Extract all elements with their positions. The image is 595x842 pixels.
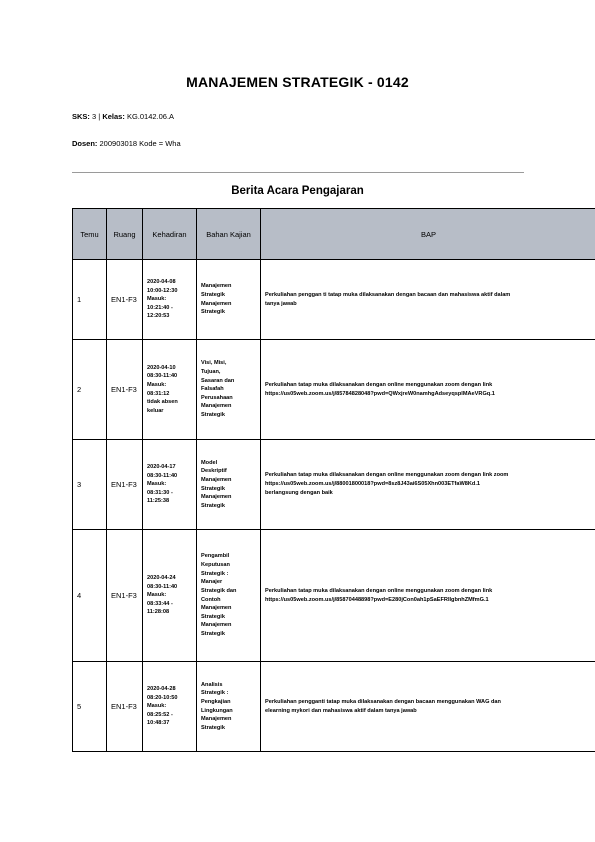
bahan-line: Keputusan <box>201 561 230 568</box>
bahan-line: Strategik <box>201 291 225 298</box>
meta-separator: | <box>98 112 101 121</box>
bahan-line: Strategik <box>201 613 225 620</box>
dosen-value: 200903018 Kode = Wha <box>99 139 181 148</box>
cell-bahan-kajian <box>197 260 261 340</box>
cell-kehadiran <box>143 260 197 340</box>
bahan-line: Pengkajian <box>201 698 231 705</box>
cell-bap <box>261 440 595 530</box>
cell-bap <box>261 260 595 340</box>
kehadiran-line: 11:25:38 <box>147 498 170 505</box>
bahan-line: Manajemen <box>201 403 232 410</box>
bap-line: Perkuliahan penggan ti tatap muka dilaksanakan dengan bacaan dan mahasiswa aktif dalam <box>265 291 511 298</box>
cell-bap <box>261 662 595 752</box>
cell-bahan-kajian <box>197 662 261 752</box>
col-header-ruang: Ruang <box>107 209 143 260</box>
cell-kehadiran <box>143 340 197 440</box>
bahan-line: Visi, Misi, <box>201 360 227 367</box>
bahan-line: Pengambil <box>201 553 230 560</box>
bap-line: Perkuliahan tatap muka dilaksanakan dengan online menggunakan zoom dengan link zoom <box>265 472 509 479</box>
bahan-line: Strategik <box>201 502 225 509</box>
bahan-line: Strategik <box>201 412 225 419</box>
bahan-line: Strategik <box>201 724 225 731</box>
kehadiran-line: 08:33:44 - <box>147 600 173 607</box>
bahan-line: Manajemen <box>201 476 232 483</box>
table-row <box>73 530 595 662</box>
kehadiran-line: Masuk: <box>147 592 167 599</box>
kehadiran-line: tidak absen <box>147 399 178 406</box>
bahan-line: Strategik dan <box>201 587 237 594</box>
table-body <box>73 260 595 752</box>
bahan-line: Deskriptif <box>201 468 227 475</box>
cell-ruang: EN1-F3 <box>107 530 143 662</box>
col-header-bap: BAP <box>261 209 595 260</box>
table-row <box>73 260 595 340</box>
kehadiran-line: 10:21:40 - <box>147 304 173 311</box>
bap-line: https://us05web.zoom.us/j/88001800018?pwd=8sz8J43ai6S05Xhn003ETfaW8Kd.1 <box>265 481 480 488</box>
kehadiran-line: 2020-04-08 <box>147 278 176 285</box>
cell-bap <box>261 340 595 440</box>
bahan-line: Manajemen <box>201 605 232 612</box>
kehadiran-line: 08:31:30 - <box>147 489 173 496</box>
cell-ruang: EN1-F3 <box>107 662 143 752</box>
bahan-line: Strategik <box>201 309 225 316</box>
sks-value: 3 <box>92 112 97 121</box>
bahan-line: Strategik <box>201 485 225 492</box>
cell-kehadiran <box>143 440 197 530</box>
bahan-line: Lingkungan <box>201 707 233 714</box>
bahan-line: Manajemen <box>201 283 232 290</box>
bahan-line: Falsafah <box>201 386 224 393</box>
bahan-line: Manajemen <box>201 300 232 307</box>
bahan-line: Strategik : <box>201 690 229 697</box>
bap-line: https://us05web.zoom.us/j/85870448898?pwd=E280jCon0ah1pSaEFRIlgbnhZMfmG.1 <box>265 596 489 603</box>
cell-ruang: EN1-F3 <box>107 260 143 340</box>
kehadiran-line: 10:48:37 <box>147 720 170 727</box>
cell-temu: 3 <box>73 440 107 530</box>
bap-line: Perkuliahan tatap muka dilaksanakan dengan online menggunakan zoom dengan link <box>265 381 493 388</box>
section-title: Berita Acara Pengajaran <box>231 185 364 197</box>
dosen-label: Dosen: <box>72 139 98 148</box>
kehadiran-line: 08:30-11:40 <box>147 583 178 590</box>
kehadiran-line: 2020-04-24 <box>147 574 176 581</box>
cell-temu: 1 <box>73 260 107 340</box>
cell-temu: 2 <box>73 340 107 440</box>
bahan-line: Manajer <box>201 579 223 586</box>
table-row <box>73 440 595 530</box>
bap-line: tanya jawab <box>265 300 297 307</box>
kehadiran-line: Masuk: <box>147 296 167 303</box>
kehadiran-line: 12:20:53 <box>147 313 170 320</box>
kehadiran-line: 10:00-12:30 <box>147 287 178 294</box>
table-row <box>73 662 595 752</box>
kehadiran-line: Masuk: <box>147 703 167 710</box>
bap-line: elearning mykori dan mahasiswa aktif dalam tanya jawab <box>265 707 417 714</box>
bap-table <box>72 208 595 752</box>
kelas-label: Kelas: <box>102 112 125 121</box>
cell-kehadiran <box>143 530 197 662</box>
bahan-line: Manajemen <box>201 622 232 629</box>
bahan-line: Perusahaan <box>201 394 233 401</box>
page-title: MANAJEMEN STRATEGIK - 0142 <box>186 74 409 90</box>
bap-line: Perkuliahan pengganti tatap muka dilaksanakan dengan bacaan menggunakan WAG dan <box>265 698 501 705</box>
bahan-line: Model <box>201 459 218 466</box>
bahan-line: Tujuan, <box>201 368 221 375</box>
lecturer-meta-line <box>72 139 181 148</box>
header-divider <box>72 172 524 173</box>
kehadiran-line: 2020-04-10 <box>147 364 176 371</box>
cell-ruang: EN1-F3 <box>107 440 143 530</box>
kehadiran-line: 08:25:52 - <box>147 711 173 718</box>
col-header-kehadiran: Kehadiran <box>143 209 197 260</box>
cell-temu: 4 <box>73 530 107 662</box>
bahan-line: Manajemen <box>201 494 232 501</box>
kelas-value: KG.0142.06.A <box>126 112 175 121</box>
cell-temu: 5 <box>73 662 107 752</box>
kehadiran-line: keluar <box>147 407 164 414</box>
cell-kehadiran <box>143 662 197 752</box>
kehadiran-line: Masuk: <box>147 381 167 388</box>
cell-bap <box>261 530 595 662</box>
bahan-line: Strategik : <box>201 570 229 577</box>
kehadiran-line: 08:30-11:40 <box>147 472 178 479</box>
bap-line: berlangsung dengan baik <box>265 489 333 496</box>
bahan-line: Contoh <box>201 596 221 603</box>
kehadiran-line: 08:30-11:40 <box>147 373 178 380</box>
kehadiran-line: 2020-04-28 <box>147 685 176 692</box>
kehadiran-line: 2020-04-17 <box>147 463 176 470</box>
bap-line: https://us05web.zoom.us/j/85784828048?pwd=QWxjreW0namhgAdseyqsplMAeVRGq.1 <box>265 390 495 397</box>
bahan-line: Analisis <box>201 681 223 688</box>
cell-bahan-kajian <box>197 440 261 530</box>
bahan-line: Strategik <box>201 631 225 638</box>
cell-bahan-kajian <box>197 340 261 440</box>
sks-label: SKS: <box>72 112 90 121</box>
bahan-line: Manajemen <box>201 716 232 723</box>
bahan-line: Sasaran dan <box>201 377 235 384</box>
kehadiran-line: 08:20-10:50 <box>147 694 178 701</box>
cell-ruang: EN1-F3 <box>107 340 143 440</box>
cell-bahan-kajian <box>197 530 261 662</box>
table-header-row <box>73 209 595 260</box>
kehadiran-line: Masuk: <box>147 481 167 488</box>
kehadiran-line: 11:28:08 <box>147 609 170 616</box>
col-header-bahan-kajian: Bahan Kajian <box>197 209 261 260</box>
col-header-temu: Temu <box>73 209 107 260</box>
bap-line: Perkuliahan tatap muka dilaksanakan dengan online menggunakan zoom dengan link <box>265 587 493 594</box>
course-meta-line <box>72 112 174 121</box>
table-row <box>73 340 595 440</box>
kehadiran-line: 08:31:12 <box>147 390 170 397</box>
